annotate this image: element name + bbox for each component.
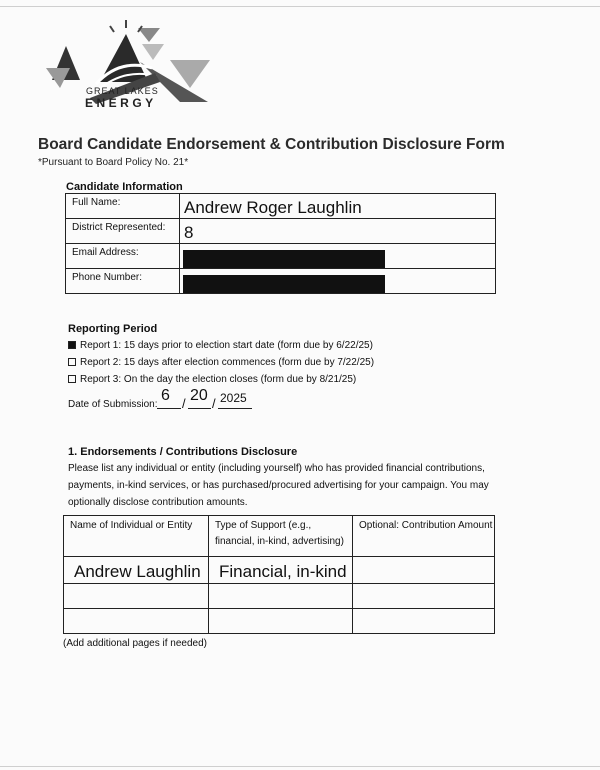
date-day-field[interactable]: 20 — [190, 387, 208, 404]
report-option-label: Report 2: 15 days after election commences (form due by 7/22/25) — [80, 357, 375, 368]
endorsements-description: Please list any individual or entity (including yourself) who has provided financial contributions, payments, in-kind services, or has purchased/procured advertising for your campaign. You may optionally disclose contribution amounts. — [68, 463, 489, 508]
report-option-label: Report 1: 15 days prior to election start date (form due by 6/22/25) — [80, 340, 373, 351]
report-option-label: Report 3: On the day the election closes (form due by 8/21/25) — [80, 374, 357, 385]
cell-type[interactable] — [209, 584, 353, 609]
cell-type[interactable]: Financial, in-kind — [209, 557, 353, 584]
email-field[interactable] — [180, 244, 496, 269]
table-row — [64, 557, 495, 584]
cell-name[interactable] — [64, 609, 209, 634]
candidate-info-heading: Candidate Information — [66, 181, 183, 193]
cell-amount[interactable] — [353, 609, 495, 634]
cell-name[interactable]: Andrew Laughlin — [64, 557, 209, 584]
phone-field[interactable] — [180, 269, 496, 294]
checkbox-unchecked[interactable] — [68, 358, 76, 366]
cell-amount[interactable] — [353, 584, 495, 609]
district-field[interactable]: 8 — [180, 219, 496, 244]
logo-text-top: GREAT LAKES — [86, 86, 159, 96]
column-header-amount: Optional: Contribution Amount — [353, 516, 495, 557]
date-month-underline — [157, 407, 181, 409]
email-label: Email Address: — [66, 244, 180, 269]
form-subtitle: *Pursuant to Board Policy No. 21* — [38, 157, 189, 168]
full-name-label: Full Name: — [66, 194, 180, 219]
column-header-type: Type of Support (e.g., financial, in-kind, advertising) — [209, 516, 353, 557]
table-row — [64, 609, 495, 634]
table-row — [66, 244, 496, 269]
table-row — [64, 584, 495, 609]
cell-type[interactable] — [209, 609, 353, 634]
endorsements-table — [63, 515, 495, 634]
report-option-1[interactable] — [68, 340, 373, 351]
date-day-underline — [188, 407, 211, 409]
redaction-box — [183, 250, 385, 268]
report-option-2[interactable] — [68, 357, 374, 368]
column-header-name: Name of Individual or Entity — [64, 516, 209, 557]
endorsements-heading: 1. Endorsements / Contributions Disclosure — [68, 446, 298, 458]
scan-edge-line — [0, 766, 600, 767]
date-month-field[interactable]: 6 — [161, 387, 170, 404]
additional-pages-note: (Add additional pages if needed) — [63, 638, 207, 649]
candidate-info-table — [65, 193, 496, 294]
table-row — [66, 194, 496, 219]
phone-label: Phone Number: — [66, 269, 180, 294]
date-submission-label: Date of Submission: — [68, 399, 158, 410]
logo-text-bottom: ENERGY — [85, 96, 157, 110]
table-header-row — [64, 516, 495, 557]
date-year-field[interactable]: 2025 — [220, 391, 247, 405]
scan-edge-line — [0, 6, 600, 7]
cell-name[interactable] — [64, 584, 209, 609]
district-label: District Represented: — [66, 219, 180, 244]
checkbox-checked[interactable] — [68, 341, 76, 349]
reporting-period-heading: Reporting Period — [68, 323, 158, 335]
redaction-box — [183, 275, 385, 293]
full-name-field[interactable]: Andrew Roger Laughlin — [180, 194, 496, 219]
date-separator: / — [212, 396, 216, 411]
form-title: Board Candidate Endorsement & Contribution Disclosure Form — [38, 136, 505, 153]
checkbox-unchecked[interactable] — [68, 375, 76, 383]
date-year-underline — [218, 407, 252, 409]
table-row — [66, 269, 496, 294]
table-row — [66, 219, 496, 244]
date-separator: / — [182, 396, 186, 411]
report-option-3[interactable] — [68, 374, 356, 385]
cell-amount[interactable] — [353, 557, 495, 584]
